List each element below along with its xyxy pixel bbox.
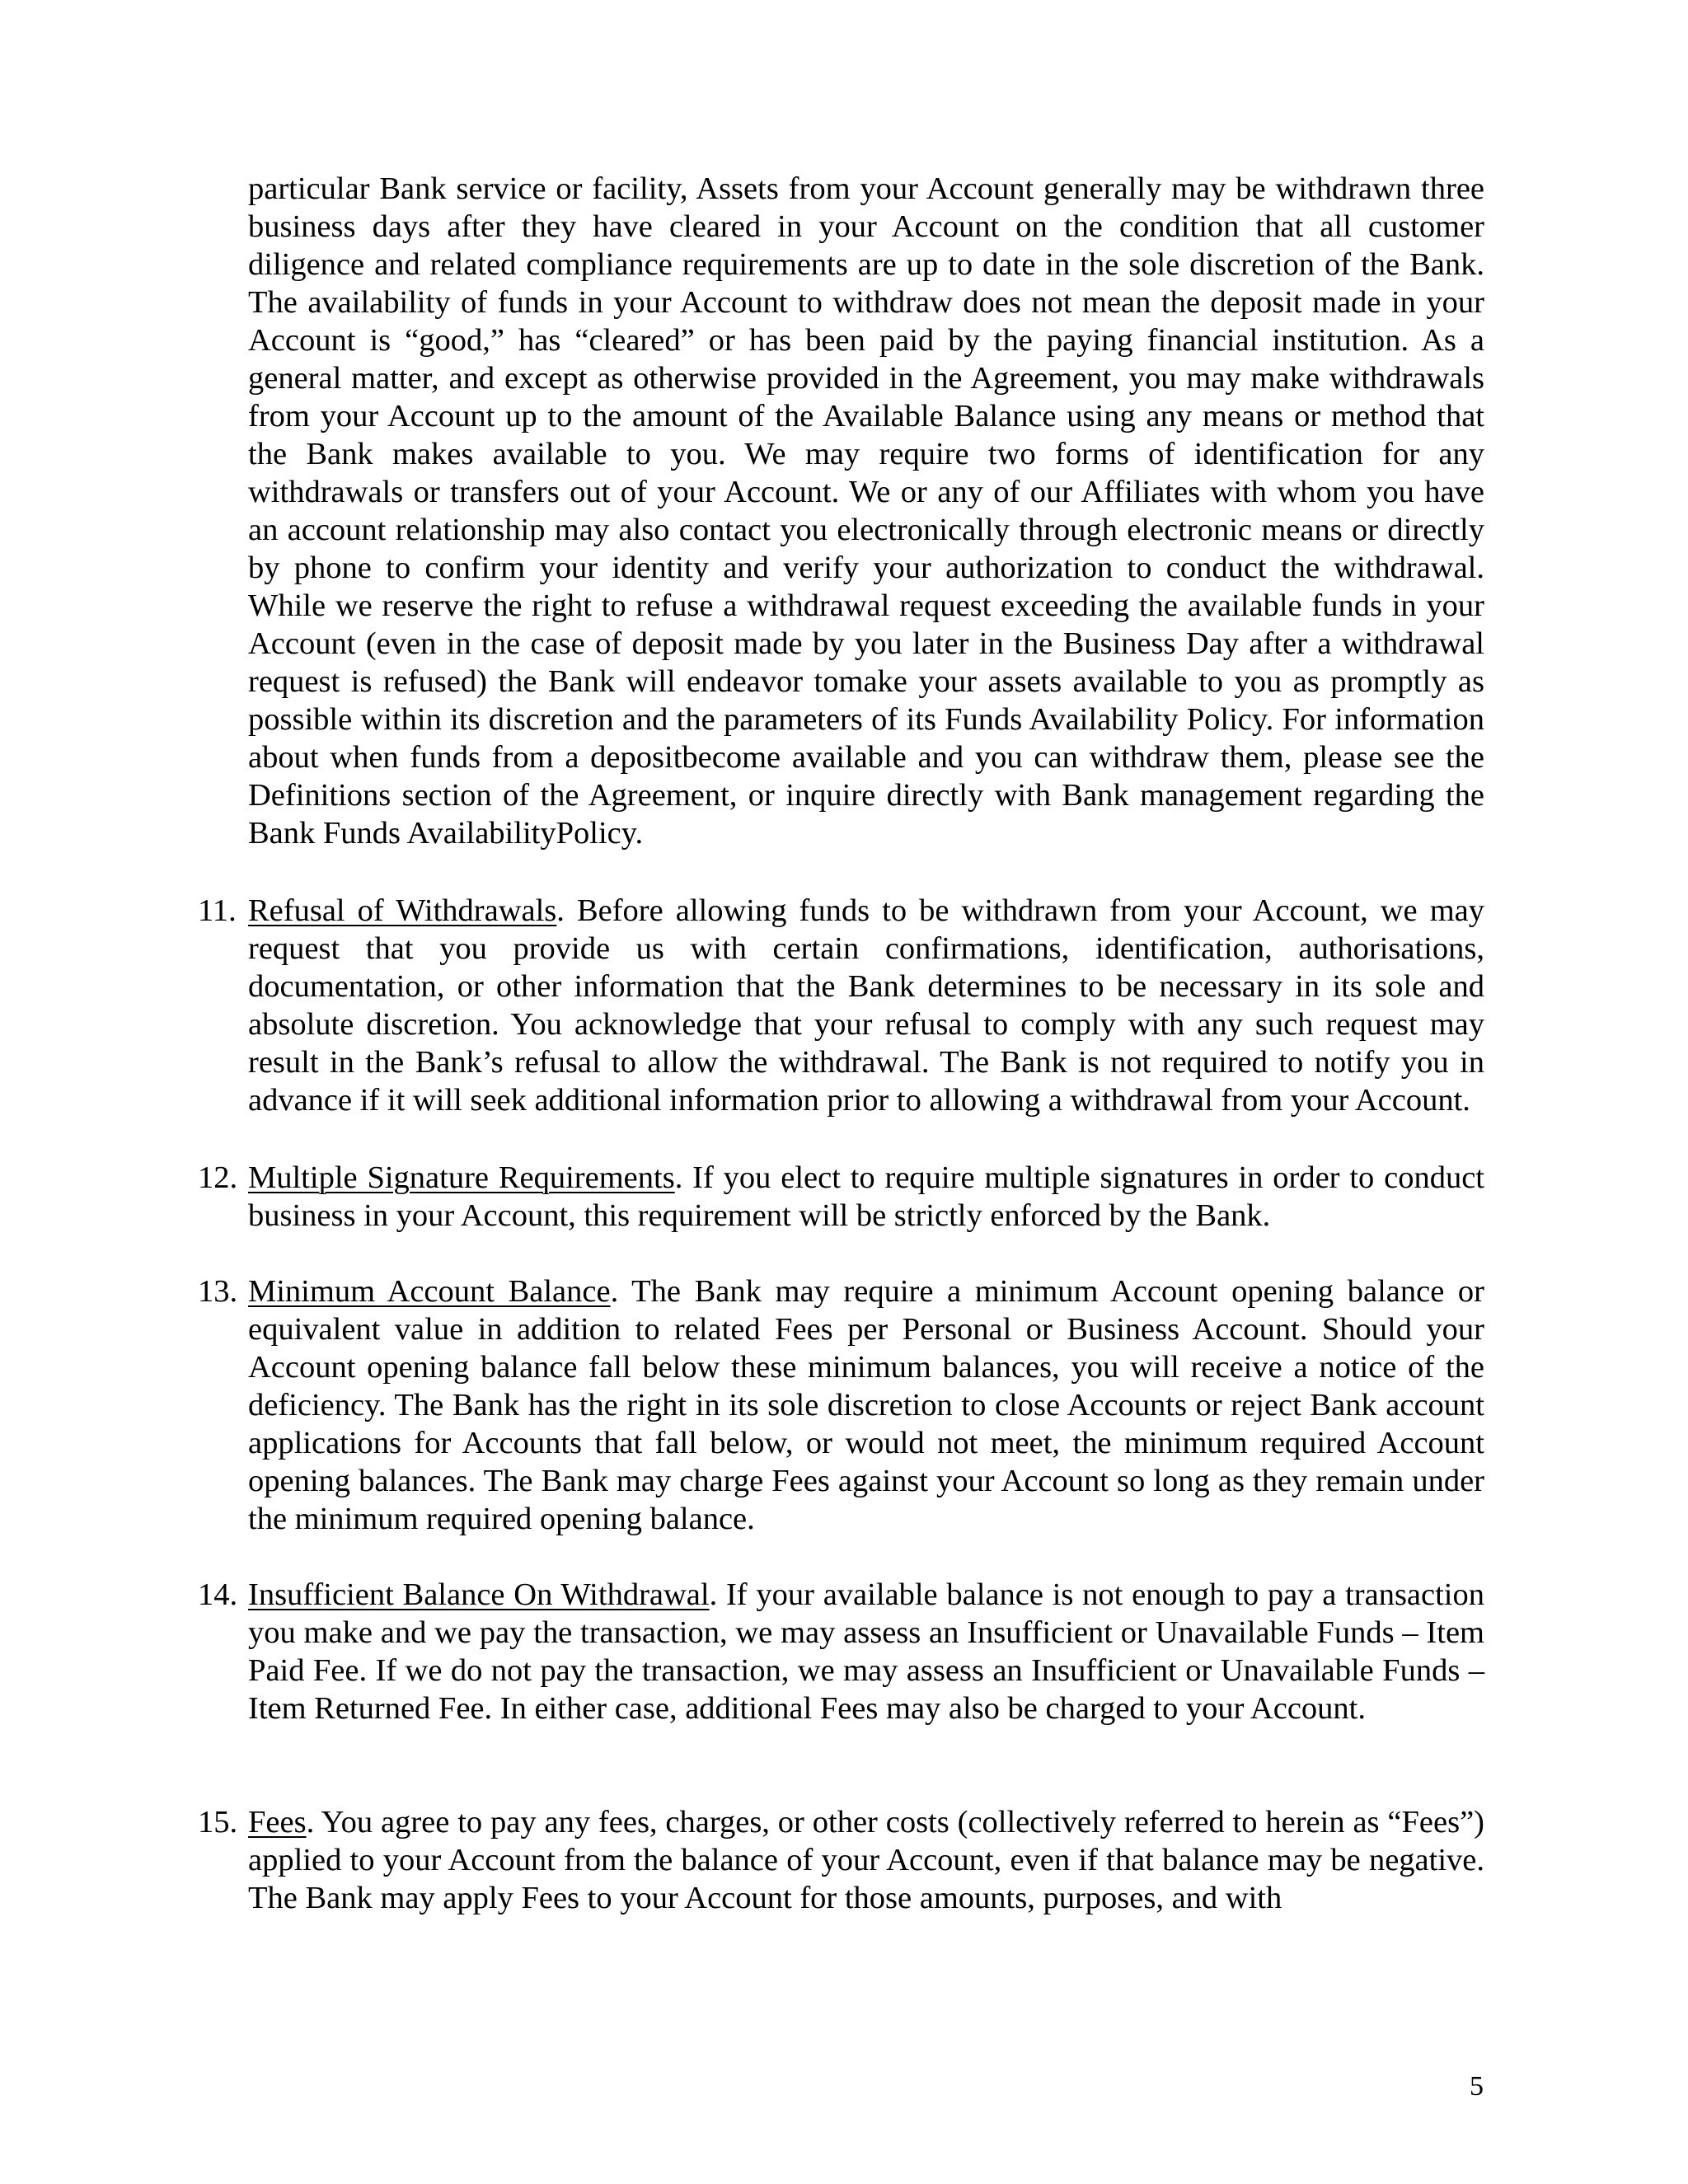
clause-item-fees xyxy=(198,1803,1484,1917)
clause-number: 14. xyxy=(198,1577,238,1612)
intro-paragraph: particular Bank service or facility, Assets from your Account generally may be withdrawn three business days after they have cleared in your Account on the condition that all customer diligence and related compliance requirements are up to date in the sole discretion of the Bank. The availability of funds in your Account to withdraw does not mean the deposit made in your Account is “good,” has “cleared” or has been paid by the paying financial institution. As a general matter, and except as otherwise provided in the Agreement, you may make withdrawals from your Account up to the amount of the Available Balance using any means or method that the Bank makes available to you. We may require two forms of identification for any withdrawals or transfers out of your Account. We or any of our Affiliates with whom you have an account relationship may also contact you electronically through electronic means or directly by phone to confirm your identity and verify your authorization to conduct the withdrawal. While we reserve the right to refuse a withdrawal request exceeding the available funds in your Account (even in the case of deposit made by you later in the Business Day after a withdrawal request is refused) the Bank will endeavor tomake your assets available to you as promptly as possible within its discretion and the parameters of its Funds Availability Policy. For information about when funds from a depositbecome available and you can withdraw them, please see the Definitions section of the Agreement, or inquire directly with Bank management regarding the Bank Funds AvailabilityPolicy. xyxy=(248,171,1484,851)
page-number: 5 xyxy=(1470,2071,1484,2102)
clause-body: . The Bank may require a minimum Account opening balance or equivalent value in addition to related Fees per Personal or Business Account. Should your Account opening balance fall below these minimum balances, you will receive a notice of the deficiency. The Bank has the right in its sole discretion to close Accounts or reject Bank account applications for Accounts that fall below, or would not meet, the minimum required Account opening balances. The Bank may charge Fees against your Account so long as they remain under the minimum required opening balance. xyxy=(248,1274,1484,1536)
clause-heading: Refusal of Withdrawals xyxy=(248,893,557,928)
clause-body: . Before allowing funds to be withdrawn from your Account, we may request that you provide us with certain confirmations, identification, authorisations, documentation, or other information that the Bank determines to be necessary in its sole and absolute discretion. You acknowledge that your refusal to comply with any such request may result in the Bank’s refusal to allow the withdrawal. The Bank is not required to notify you in advance if it will seek additional information prior to allowing a withdrawal from your Account. xyxy=(248,893,1484,1118)
clause-body: . If you elect to require multiple signatures in order to conduct business in your Account, this requirement will be strictly enforced by the Bank. xyxy=(248,1160,1484,1233)
clause-item-refusal-of-withdrawals xyxy=(198,892,1484,1119)
clause-item-minimum-account-balance xyxy=(198,1272,1484,1538)
clause-number: 12. xyxy=(198,1160,238,1195)
clause-heading: Insufficient Balance On Withdrawal xyxy=(248,1577,710,1612)
clause-number: 15. xyxy=(198,1805,238,1840)
clause-heading: Fees xyxy=(248,1805,307,1840)
clause-heading: Minimum Account Balance xyxy=(248,1274,611,1309)
clause-number: 13. xyxy=(198,1274,238,1309)
clause-item-insufficient-balance-on-withdrawal xyxy=(198,1576,1484,1727)
clause-item-multiple-signature-requirements xyxy=(198,1159,1484,1235)
clause-body: . You agree to pay any fees, charges, or other costs (collectively referred to herein as “Fees”) applied to your Account from the balance of your Account, even if that balance may be negative. The Bank may apply Fees to your Account for those amounts, purposes, and with xyxy=(248,1805,1484,1915)
clause-body: . If your available balance is not enough to pay a transaction you make and we pay the transaction, we may assess an Insufficient or Unavailable Funds – Item Paid Fee. If we do not pay the transaction, we may assess an Insufficient or Unavailable Funds – Item Returned Fee. In either case, additional Fees may also be charged to your Account. xyxy=(248,1577,1484,1726)
clause-heading: Multiple Signature Requirements xyxy=(248,1160,675,1195)
clause-number: 11. xyxy=(198,893,237,928)
